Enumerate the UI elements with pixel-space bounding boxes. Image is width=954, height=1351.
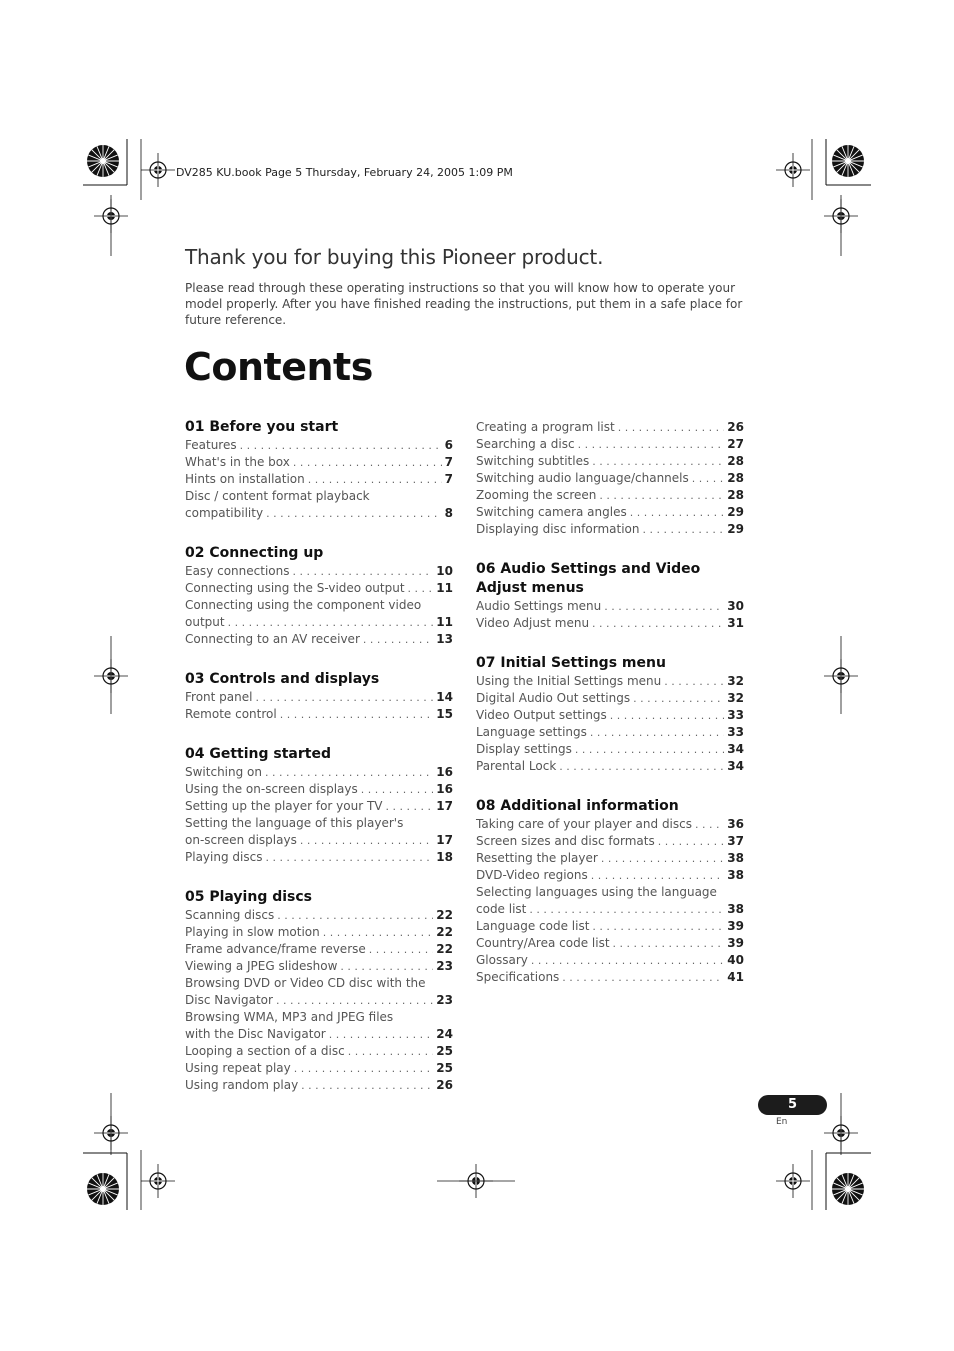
section-gap [185, 648, 453, 670]
toc-entry[interactable] [185, 907, 453, 924]
toc-leader-dots [228, 614, 434, 631]
toc-leader-dots [255, 689, 433, 706]
toc-page-number: 34 [727, 742, 744, 756]
toc-page-number: 32 [727, 691, 744, 705]
toc-page-number: 26 [727, 420, 744, 434]
toc-leader-dots [658, 833, 725, 850]
toc-entry[interactable] [476, 487, 744, 504]
toc-leader-dots [276, 992, 433, 1009]
toc-entry-label: Creating a program list [476, 420, 615, 434]
toc-entry-label: Connecting using the S-video output [185, 581, 405, 595]
toc-leader-dots [300, 832, 433, 849]
toc-page-number: 36 [727, 817, 744, 831]
toc-entry-label: Front panel [185, 690, 253, 704]
toc-leader-dots [559, 758, 724, 775]
toc-entry[interactable] [185, 781, 453, 798]
toc-entry[interactable] [185, 832, 453, 849]
toc-entry[interactable] [185, 631, 453, 648]
toc-entry-label: code list [476, 902, 527, 916]
toc-page-number: 7 [444, 455, 453, 469]
toc-page-number: 25 [436, 1044, 453, 1058]
toc-entry-label: Playing in slow motion [185, 925, 320, 939]
toc-page-number: 37 [727, 834, 744, 848]
toc-entry-label: Country/Area code list [476, 936, 610, 950]
toc-entry-label: Audio Settings menu [476, 599, 602, 613]
toc-page-number: 33 [727, 708, 744, 722]
toc-page-number: 14 [436, 690, 453, 704]
toc-leader-dots [361, 781, 434, 798]
toc-entry[interactable] [476, 969, 744, 986]
toc-entry[interactable] [476, 598, 744, 615]
toc-entry[interactable] [476, 724, 744, 741]
toc-entry-label: Glossary [476, 953, 528, 967]
toc-page-number: 28 [727, 488, 744, 502]
toc-entry-label: Taking care of your player and discs [476, 817, 692, 831]
toc-entry-label: Video Output settings [476, 708, 607, 722]
toc-entry[interactable] [185, 941, 453, 958]
section-gap [185, 866, 453, 888]
toc-section-heading: 01 Before you start [185, 419, 339, 435]
toc-page-number: 29 [727, 522, 744, 536]
toc-section-heading: 08 Additional information [476, 798, 679, 814]
toc-entry[interactable] [476, 935, 744, 952]
toc-section-heading: 02 Connecting up [185, 545, 324, 561]
toc-page-number: 15 [436, 707, 453, 721]
toc-entry[interactable] [185, 1043, 453, 1060]
toc-page-number: 22 [436, 942, 453, 956]
toc-page-number: 16 [436, 782, 453, 796]
toc-page-number: 28 [727, 454, 744, 468]
toc-leader-dots [408, 580, 434, 597]
toc-entry-label: Parental Lock [476, 759, 557, 773]
toc-entry-label: Screen sizes and disc formats [476, 834, 655, 848]
toc-section [476, 560, 744, 632]
toc-entry-label: Digital Audio Out settings [476, 691, 631, 705]
toc-entry[interactable] [185, 563, 453, 580]
toc-page-number: 13 [436, 632, 453, 646]
toc-entry[interactable] [185, 958, 453, 975]
toc-leader-dots [265, 849, 433, 866]
toc-section-heading: 06 Audio Settings and Video Adjust menus [476, 561, 701, 596]
toc-entry[interactable] [185, 471, 453, 488]
toc-entry-label: Looping a section of a disc [185, 1044, 345, 1058]
toc-entry-label: Resetting the player [476, 851, 598, 865]
toc-entry[interactable] [476, 850, 744, 867]
toc-entry-label: Connecting to an AV receiver [185, 632, 360, 646]
toc-page-number: 27 [727, 437, 744, 451]
toc-entry-label: Searching a disc [476, 437, 575, 451]
section-gap [476, 538, 744, 560]
toc-page-number: 31 [727, 616, 744, 630]
toc-leader-dots [280, 706, 434, 723]
section-gap [185, 723, 453, 745]
toc-leader-dots [386, 798, 434, 815]
toc-entry-label: Switching camera angles [476, 505, 627, 519]
toc-entry[interactable] [185, 1077, 453, 1094]
toc-entry[interactable] [476, 436, 744, 453]
toc-leader-dots [592, 615, 724, 632]
toc-leader-dots [369, 941, 434, 958]
toc-entry-label: output [185, 615, 225, 629]
toc-leader-dots [591, 867, 725, 884]
toc-page-number: 32 [727, 674, 744, 688]
toc-entry[interactable] [476, 758, 744, 775]
toc-entry[interactable] [185, 1026, 453, 1043]
toc-entry-label: Frame advance/frame reverse [185, 942, 366, 956]
toc-right-column [476, 419, 744, 986]
toc-leader-dots [308, 471, 442, 488]
toc-entry[interactable] [185, 992, 453, 1009]
file-info-line: DV285 KU.book Page 5 Thursday, February 24, 2005 1:09 PM [176, 166, 513, 179]
toc-leader-dots [618, 419, 725, 436]
toc-leader-dots [664, 673, 724, 690]
toc-page-number: 39 [727, 919, 744, 933]
toc-leader-dots [340, 958, 433, 975]
toc-leader-dots [529, 901, 724, 918]
toc-entry-label: Using the Initial Settings menu [476, 674, 662, 688]
toc-entry[interactable] [476, 867, 744, 884]
toc-entry[interactable] [476, 504, 744, 521]
toc-entry-label: Switching on [185, 765, 262, 779]
toc-leader-dots [642, 521, 724, 538]
toc-page-number: 39 [727, 936, 744, 950]
toc-page-number: 25 [436, 1061, 453, 1075]
toc-page-number: 23 [436, 959, 453, 973]
toc-entry-label: Zooming the screen [476, 488, 597, 502]
toc-page-number: 16 [436, 765, 453, 779]
toc-leader-dots [578, 436, 725, 453]
toc-page-number: 7 [444, 472, 453, 486]
toc-entry-label: Easy connections [185, 564, 290, 578]
toc-entry-label: Switching subtitles [476, 454, 590, 468]
toc-entry-label: Hints on installation [185, 472, 305, 486]
toc-entry-label-line: Connecting using the component video [185, 598, 422, 612]
page-language-label: En [776, 1117, 788, 1127]
toc-entry-label: Playing discs [185, 850, 263, 864]
toc-entry[interactable] [185, 454, 453, 471]
page-title: Contents [184, 345, 373, 389]
toc-section [185, 670, 453, 723]
toc-leader-dots [323, 924, 434, 941]
toc-leader-dots [348, 1043, 434, 1060]
toc-entry[interactable] [476, 901, 744, 918]
toc-entry[interactable] [476, 833, 744, 850]
toc-section [185, 418, 453, 522]
toc-page-number: 41 [727, 970, 744, 984]
toc-page-number: 17 [436, 799, 453, 813]
thank-you-heading: Thank you for buying this Pioneer product. [185, 245, 604, 269]
intro-paragraph: Please read through these operating instructions so that you will know how to operate your model properly. After you have finished reading the instructions, put them in a safe place for future reference. [185, 281, 743, 327]
toc-section [476, 654, 744, 775]
toc-entry[interactable] [476, 918, 744, 935]
toc-entry-label: Remote control [185, 707, 277, 721]
toc-entry[interactable] [476, 453, 744, 470]
toc-entry[interactable] [476, 615, 744, 632]
toc-page-number: 11 [436, 615, 453, 629]
toc-page-number: 10 [436, 564, 453, 578]
toc-leader-dots [301, 1077, 433, 1094]
toc-leader-dots [692, 470, 725, 487]
toc-entry[interactable] [185, 580, 453, 597]
toc-leader-dots [531, 952, 724, 969]
toc-leader-dots [592, 918, 724, 935]
toc-entry-label: Setting up the player for your TV [185, 799, 383, 813]
toc-page-number: 26 [436, 1078, 453, 1092]
toc-entry[interactable] [185, 849, 453, 866]
toc-entry-label: Switching audio language/channels [476, 471, 689, 485]
toc-entry[interactable] [476, 419, 744, 436]
toc-entry-label-line: Browsing DVD or Video CD disc with the [185, 976, 426, 990]
toc-page-number: 6 [444, 438, 453, 452]
toc-leader-dots [599, 487, 724, 504]
section-gap [476, 775, 744, 797]
toc-page-number: 8 [444, 506, 453, 520]
toc-entry-label: Using repeat play [185, 1061, 291, 1075]
toc-entry-label: Displaying disc information [476, 522, 640, 536]
toc-page-number: 38 [727, 851, 744, 865]
toc-entry-label: Viewing a JPEG slideshow [185, 959, 338, 973]
toc-page-number: 40 [727, 953, 744, 967]
toc-section-heading: 03 Controls and displays [185, 671, 380, 687]
toc-entry-label: Features [185, 438, 237, 452]
toc-entry-label-line: Setting the language of this player's [185, 816, 404, 830]
toc-leader-dots [610, 707, 725, 724]
toc-leader-dots [266, 505, 442, 522]
toc-entry[interactable] [476, 521, 744, 538]
toc-entry-label-line: Browsing WMA, MP3 and JPEG files [185, 1010, 394, 1024]
toc-page-number: 18 [436, 850, 453, 864]
toc-leader-dots [695, 816, 724, 833]
toc-entry-label: with the Disc Navigator [185, 1027, 326, 1041]
toc-page-number: 38 [727, 902, 744, 916]
toc-page-number: 29 [727, 505, 744, 519]
toc-leader-dots [294, 1060, 434, 1077]
toc-entry-label: Using random play [185, 1078, 299, 1092]
toc-entry-label: Language settings [476, 725, 587, 739]
toc-entry-label: Scanning discs [185, 908, 275, 922]
toc-leader-dots [630, 504, 725, 521]
toc-section [185, 745, 453, 866]
toc-entry[interactable] [185, 505, 453, 522]
toc-leader-dots [329, 1026, 434, 1043]
toc-page-number: 24 [436, 1027, 453, 1041]
toc-leader-dots [590, 724, 724, 741]
toc-leader-dots [277, 907, 433, 924]
toc-entry-label: compatibility [185, 506, 264, 520]
toc-page-number: 11 [436, 581, 453, 595]
toc-section [476, 419, 744, 538]
toc-leader-dots [363, 631, 433, 648]
toc-entry[interactable] [476, 741, 744, 758]
toc-section-heading: 07 Initial Settings menu [476, 655, 666, 671]
toc-entry-label: Language code list [476, 919, 590, 933]
toc-entry[interactable] [476, 952, 744, 969]
toc-page-number: 34 [727, 759, 744, 773]
toc-page-number: 33 [727, 725, 744, 739]
toc-page-number: 17 [436, 833, 453, 847]
toc-section [185, 888, 453, 1094]
toc-entry[interactable] [185, 924, 453, 941]
toc-page-number: 22 [436, 925, 453, 939]
toc-entry[interactable] [476, 707, 744, 724]
toc-entry[interactable] [476, 690, 744, 707]
toc-page-number: 28 [727, 471, 744, 485]
toc-page-number: 23 [436, 993, 453, 1007]
toc-leader-dots [265, 764, 433, 781]
toc-entry[interactable] [185, 764, 453, 781]
toc-section-heading: 05 Playing discs [185, 889, 313, 905]
toc-page-number: 30 [727, 599, 744, 613]
toc-entry-label-line: Selecting languages using the language [476, 885, 717, 899]
toc-entry-label: Using the on-screen displays [185, 782, 358, 796]
toc-section-heading: 04 Getting started [185, 746, 331, 762]
toc-entry[interactable] [185, 706, 453, 723]
toc-leader-dots [575, 741, 724, 758]
toc-page-number: 38 [727, 868, 744, 882]
toc-section [185, 544, 453, 648]
toc-entry[interactable] [476, 816, 744, 833]
toc-entry[interactable] [476, 470, 744, 487]
toc-entry-label: Display settings [476, 742, 572, 756]
toc-entry[interactable] [185, 798, 453, 815]
toc-leader-dots [562, 969, 724, 986]
toc-entry-label: DVD-Video regions [476, 868, 588, 882]
toc-entry-label: What's in the box [185, 455, 290, 469]
toc-entry[interactable] [185, 614, 453, 631]
toc-leader-dots [292, 563, 433, 580]
toc-leader-dots [613, 935, 725, 952]
toc-leader-dots [240, 437, 442, 454]
toc-page-number: 22 [436, 908, 453, 922]
toc-entry-label: Specifications [476, 970, 560, 984]
toc-leader-dots [633, 690, 724, 707]
toc-entry-label-line: Disc / content format playback [185, 489, 370, 503]
toc-leader-dots [592, 453, 724, 470]
toc-left-column [185, 418, 453, 1094]
section-gap [476, 632, 744, 654]
toc-leader-dots [604, 598, 724, 615]
toc-entry-label: Disc Navigator [185, 993, 273, 1007]
toc-entry-label: on-screen displays [185, 833, 297, 847]
toc-section [476, 797, 744, 986]
toc-entry[interactable] [476, 673, 744, 690]
page-number-badge: 5 [758, 1095, 827, 1115]
toc-entry[interactable] [185, 689, 453, 706]
section-gap [185, 522, 453, 544]
toc-entry[interactable] [185, 1060, 453, 1077]
toc-entry[interactable] [185, 437, 453, 454]
toc-leader-dots [293, 454, 442, 471]
toc-entry-label: Video Adjust menu [476, 616, 590, 630]
toc-leader-dots [601, 850, 724, 867]
